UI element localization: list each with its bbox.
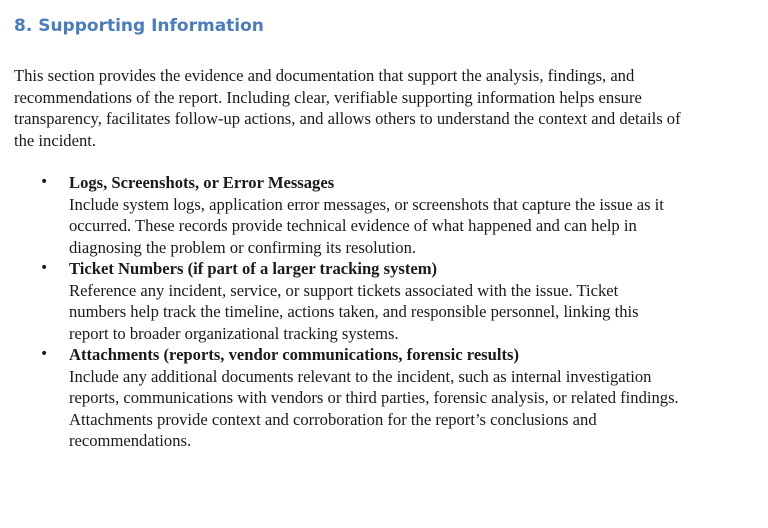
bullet-title: Logs, Screenshots, or Error Messages: [69, 173, 335, 192]
bullet-icon: •: [40, 346, 49, 362]
bullet-item-logs: [0, 172, 740, 258]
bullet-body: Reference any incident, service, or support tickets associated with the issue. Ticket numbers help track the timeline, actions taken, and responsible personnel, linking this report to broader organizational tracking systems.: [69, 280, 639, 343]
section-heading: 8. Supporting Information: [14, 16, 264, 36]
intro-paragraph: This section provides the evidence and documentation that support the analysis, findings, and recommendations of the report. Including clear, verifiable supporting information helps ensure transparency, facilitates follow-up actions, and allows others to understand the context and details of the incident.: [14, 66, 681, 150]
bullet-body: Include system logs, application error messages, or screenshots that capture the issue as it occurred. These records provide technical evidence of what happened and can help in diagnosing the problem or confirming its resolution.: [69, 194, 664, 257]
bullet-body: Include any additional documents relevant to the incident, such as internal investigation reports, communications with vendors or third parties, forensic analysis, or related findings. Attachments provide context and corroboration for the report’s conclusions and recommendations.: [69, 366, 679, 450]
bullet-item-attachments: [0, 344, 740, 452]
bullet-icon: •: [40, 260, 49, 276]
bullet-title: Ticket Numbers (if part of a larger tracking system): [69, 259, 438, 278]
bullet-icon: •: [40, 174, 49, 190]
bullet-title: Attachments (reports, vendor communications, forensic results): [69, 345, 519, 364]
bullet-item-tickets: [0, 258, 740, 344]
bullet-list: [0, 172, 740, 452]
